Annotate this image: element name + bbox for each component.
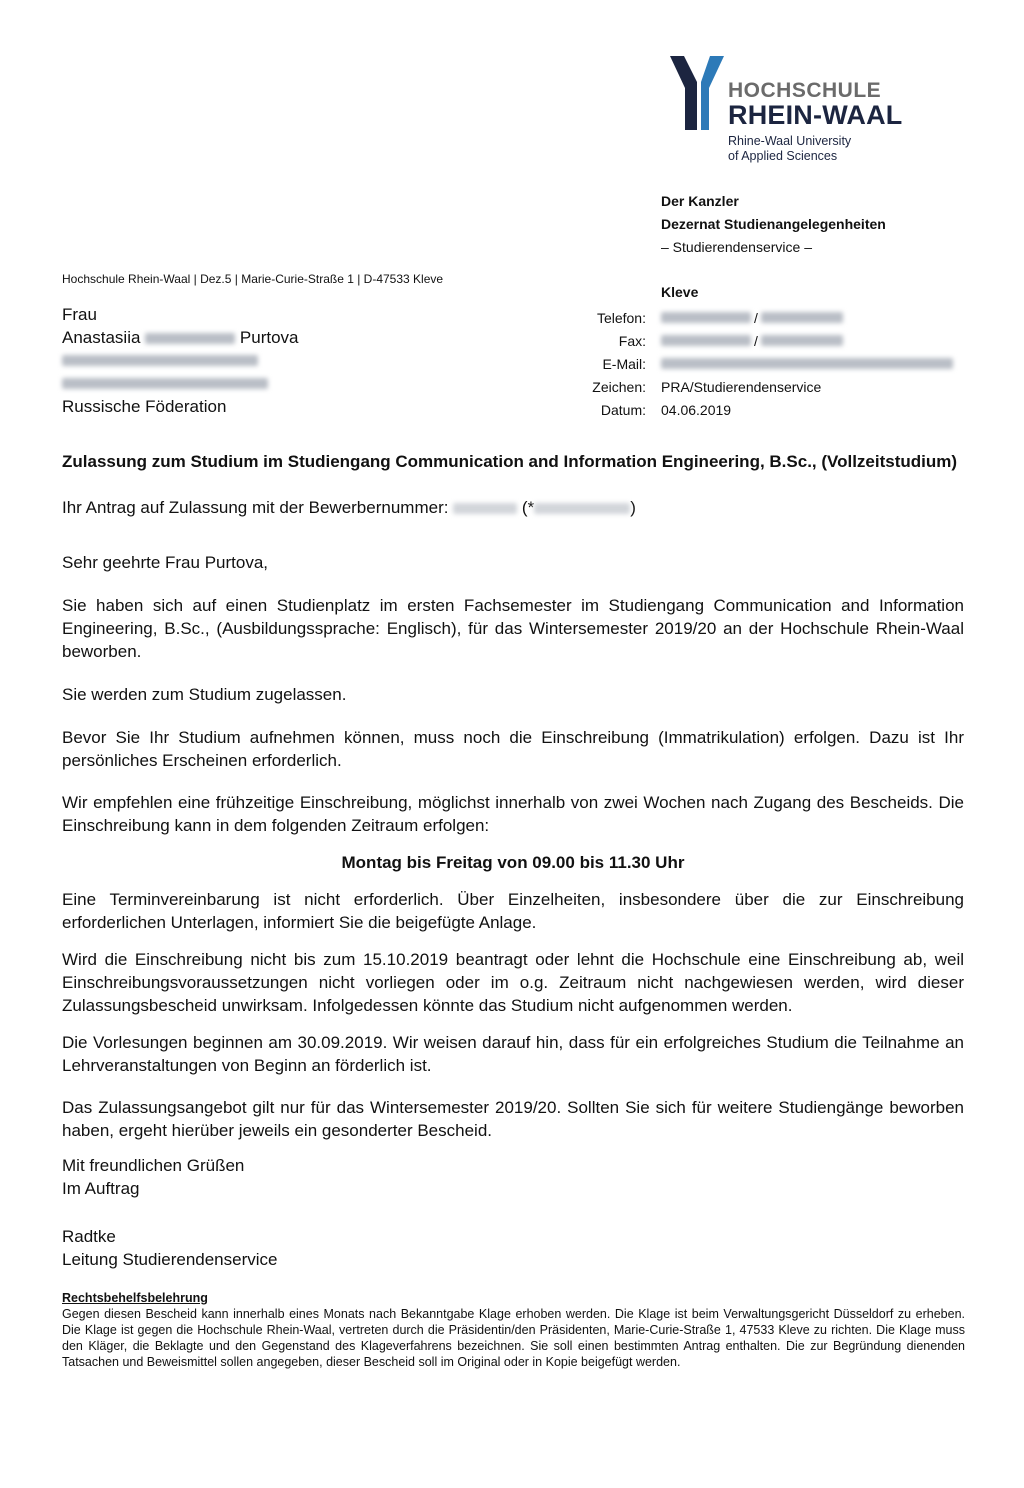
body-paragraph-3: Bevor Sie Ihr Studium aufnehmen können, muss noch die Einschreibung (Immatrikulation) erfolgen. Dazu ist Ihr persönliches Erscheinen erforderlich. — [62, 728, 964, 770]
closing-im-auftrag: Im Auftrag — [62, 1179, 140, 1198]
body-paragraph-6: Wird die Einschreibung nicht bis zum 15.10.2019 beantragt oder lehnt die Hochschule eine Einschreibung ab, weil Einschreibungsvoraussetzungen nicht vorliegen oder im o.g. Zeitraum nicht nachgewiesen werden, wird dieser Zulassungsbescheid unwirksam. Infolgedessen könnte das Studium nicht aufgenommen werden. — [62, 950, 964, 1015]
email-label: E-Mail: — [602, 355, 646, 372]
telefon-label: Telefon: — [596, 309, 646, 326]
info-block — [560, 306, 953, 421]
redacted-city — [62, 372, 299, 395]
closing-greeting: Mit freundlichen Grüßen — [62, 1156, 245, 1175]
info-datum-row — [560, 398, 953, 421]
body-paragraph-5: Eine Terminvereinbarung ist nicht erforderlich. Über Einzelheiten, insbesondere über die zur Einschreibung erforderlichen Unterlagen, informiert Sie die beigefügte Anlage. — [62, 890, 964, 932]
body-paragraph-8: Das Zulassungsangebot gilt nur für das Wintersemester 2019/20. Sollten Sie sich für weitere Studiengänge beworben haben, ergeht hierüber jeweils ein gesonderter Bescheid. — [62, 1098, 964, 1140]
datum-label: Datum: — [600, 401, 646, 418]
sender-service: – Studierendenservice – — [661, 239, 812, 255]
signer-name: Radtke — [62, 1227, 116, 1246]
logo-subtitle-2: of Applied Sciences — [728, 149, 838, 163]
zeichen-value: PRA/Studierendenservice — [661, 378, 822, 395]
redacted-birthdate — [534, 503, 630, 514]
recipient-name — [62, 326, 299, 349]
redacted-telefon-2 — [761, 312, 843, 323]
redacted-fax-1 — [661, 335, 751, 346]
signer — [62, 1225, 277, 1271]
telefon-slash: / — [754, 309, 758, 326]
recipient-first-name: Anastasiia — [62, 328, 141, 347]
recipient-address — [62, 303, 299, 418]
recipient-country: Russische Föderation — [62, 397, 227, 416]
application-reference — [62, 496, 636, 519]
redacted-street — [62, 349, 299, 372]
fax-slash: / — [754, 332, 758, 349]
fax-label: Fax: — [618, 332, 646, 349]
logo-subtitle-1: Rhine-Waal University — [728, 134, 852, 148]
body-paragraph-1: Sie haben sich auf einen Studienplatz im ersten Fachsemester im Studiengang Communication and Information Engineering, B.Sc., (Ausbildungssprache: Englisch), für das Wintersemester 2019/20 an der Hochschule Rhein-Waal beworben. — [62, 596, 964, 661]
redacted-fax-2 — [761, 335, 843, 346]
letter-body — [62, 551, 964, 1154]
y-logo-mark-icon — [666, 50, 728, 132]
body-paragraph-7: Die Vorlesungen beginnen am 30.09.2019. Wir weisen darauf hin, dass für ein erfolgreiches Studium die Teilnahme an Lehrveranstaltungen von Beginn an förderlich ist. — [62, 1033, 964, 1075]
info-city: Kleve — [661, 284, 699, 300]
office-hours: Montag bis Freitag von 09.00 bis 11.30 Uhr — [341, 853, 685, 872]
closing — [62, 1154, 244, 1200]
reference-open: (* — [521, 498, 535, 517]
legal-notice — [62, 1290, 965, 1370]
sender-kanzler: Der Kanzler — [661, 193, 739, 209]
redacted-applicant-number — [453, 503, 517, 514]
signer-title: Leitung Studierendenservice — [62, 1250, 278, 1269]
redacted-telefon-1 — [661, 312, 751, 323]
sender-block — [661, 190, 886, 259]
body-paragraph-4: Wir empfehlen eine frühzeitige Einschreibung, möglichst innerhalb von zwei Wochen nach Zugang des Bescheids. Die Einschreibung kann in dem folgenden Zeitraum erfolgen: — [62, 793, 964, 835]
legal-text: Gegen diesen Bescheid kann innerhalb eines Monats nach Bekanntgabe Klage erhoben werden. Die Klage ist beim Verwaltungsgericht Düsseldorf zu erheben. Die Klage ist gegen die Hochschule Rhein-Waal, vertreten durch die Präsidentin/den Präsidenten, Marie-Curie-Straße 1, 47533 Kleve zu richten. Die Klage muss den Kläger, die Beklagte und den Gegenstand des Klageverfahrens bezeichnen. Sie soll einen bestimmten Antrag enthalten. Die zur Begründung dienenden Tatsachen und Beweismittel sollen angegeben, dieser Bescheid soll im Original oder in Kopie beigefügt werden. — [62, 1307, 965, 1369]
zeichen-label: Zeichen: — [592, 378, 646, 395]
info-email-row — [560, 352, 953, 375]
sender-dezernat: Dezernat Studienangelegenheiten — [661, 216, 886, 232]
reference-close: ) — [630, 498, 636, 517]
letter-subject: Zulassung zum Studium im Studiengang Communication and Information Engineering, B.Sc., (Vollzeitstudium) — [62, 452, 958, 471]
reference-prefix: Ihr Antrag auf Zulassung mit der Bewerbernummer: — [62, 498, 449, 517]
redacted-email — [661, 358, 953, 369]
recipient-last-name: Purtova — [239, 328, 299, 347]
logo-hochschule: HOCHSCHULE — [728, 79, 882, 102]
legal-heading: Rechtsbehelfsbelehrung — [62, 1291, 208, 1305]
logo-wordmark — [728, 80, 902, 164]
recipient-salutation: Frau — [62, 305, 97, 324]
greeting: Sehr geehrte Frau Purtova, — [62, 553, 269, 572]
info-fax-row — [560, 329, 953, 352]
university-logo — [666, 50, 916, 170]
return-address: Hochschule Rhein-Waal | Dez.5 | Marie-Curie-Straße 1 | D-47533 Kleve — [62, 272, 444, 286]
datum-value: 04.06.2019 — [661, 401, 732, 418]
logo-rhein-waal: RHEIN-WAAL — [728, 100, 903, 130]
info-telefon-row — [560, 306, 953, 329]
redacted-middle-name — [145, 333, 235, 344]
info-zeichen-row — [560, 375, 953, 398]
body-paragraph-2: Sie werden zum Studium zugelassen. — [62, 685, 347, 704]
